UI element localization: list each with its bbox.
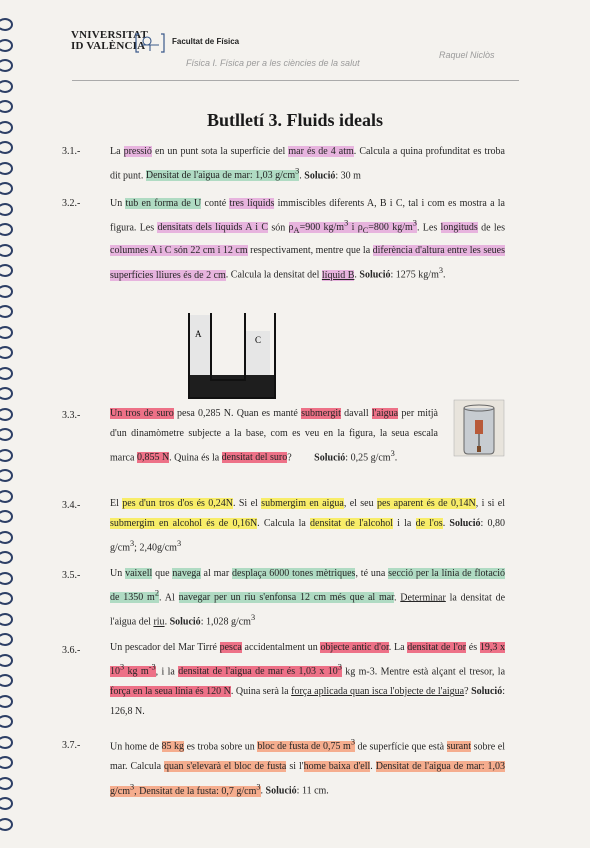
problem-text: Un home de 85 kg es troba sobre un bloc de fusta de 0,75 $m^3$ de superfície que està surant sobre el mar. Calcula quan s'elevarà el bloc de fusta si l'home baixa d'ell. Densitat de l'aigua de mar: 1,03 $g/cm^3$, Densitat de la fusta: 0,7 $g/cm^3$. Solució: 11 cm. bbox=[110, 738, 506, 797]
binding-ring bbox=[0, 777, 13, 790]
binding-ring bbox=[0, 408, 13, 421]
binding-ring bbox=[0, 182, 13, 195]
binding-ring bbox=[0, 162, 13, 175]
university-name-line2: ID VALÈNCIA bbox=[71, 40, 146, 52]
problem-number: 3.6.- bbox=[62, 645, 81, 656]
logo-mark-icon bbox=[135, 32, 165, 54]
binding-ring bbox=[0, 818, 13, 831]
problem-number: 3.5.- bbox=[62, 570, 81, 581]
faculty-name: Facultat de Física bbox=[172, 37, 240, 46]
binding-ring bbox=[0, 510, 13, 523]
spiral-binding bbox=[0, 18, 14, 838]
binding-ring bbox=[0, 346, 13, 359]
problem-number: 3.2.- bbox=[62, 198, 81, 209]
binding-ring bbox=[0, 695, 13, 708]
label-a: A bbox=[195, 329, 202, 339]
university-logo bbox=[71, 29, 240, 52]
binding-ring bbox=[0, 367, 13, 380]
problem-text: El pes d'un tros d'os és 0,24N. Si el submergim en aigua, el seu pes aparent és de 0,14N, i si el submergim en alcohol és de 0,16N. Calcula la densitat de l'alcohol i la de l'os. Solució: 0,80 $g/cm^3$; $2,40g/cm^3$ bbox=[110, 498, 505, 554]
problem-number: 3.1.- bbox=[62, 146, 81, 157]
binding-ring bbox=[0, 223, 13, 236]
binding-ring bbox=[0, 80, 13, 93]
binding-ring bbox=[0, 674, 13, 687]
binding-ring bbox=[0, 797, 13, 810]
binding-ring bbox=[0, 736, 13, 749]
binding-ring bbox=[0, 39, 13, 52]
author-name: Raquel Niclòs bbox=[439, 50, 495, 60]
binding-ring bbox=[0, 203, 13, 216]
binding-ring bbox=[0, 285, 13, 298]
problem-number: 3.7.- bbox=[62, 740, 81, 751]
binding-ring bbox=[0, 490, 13, 503]
binding-ring bbox=[0, 572, 13, 585]
binding-ring bbox=[0, 449, 13, 462]
university-name-line1: VNIVERSITAT bbox=[71, 29, 148, 41]
binding-ring bbox=[0, 756, 13, 769]
binding-ring bbox=[0, 59, 13, 72]
problem-text: La pressió en un punt sota la superfície del mar és de 4 atm. Calcula a quina profunditat es troba dit punt. Densitat de l'aigua de mar: 1,03 $g/cm^3$. Solució: 30 m bbox=[110, 146, 505, 182]
binding-ring bbox=[0, 244, 13, 257]
binding-ring bbox=[0, 715, 13, 728]
course-title: Física I. Física per a les ciències de la salut bbox=[186, 58, 360, 68]
problem-text: Un vaixell que navega al mar desplaça 6000 tones mètriques, té una secció per la línia de flotació de 1350 $m^2$. Al navegar per un riu s'enfonsa 12 cm més que al mar. Determinar la densitat de l'aigua del riu. Solució: 1,028 $g/cm^3$ bbox=[110, 568, 506, 628]
beaker-photo bbox=[452, 398, 506, 458]
binding-ring bbox=[0, 305, 13, 318]
binding-ring bbox=[0, 326, 13, 339]
label-c: C bbox=[255, 335, 262, 345]
binding-ring bbox=[0, 633, 13, 646]
binding-ring bbox=[0, 551, 13, 564]
binding-ring bbox=[0, 654, 13, 667]
binding-ring bbox=[0, 613, 13, 626]
problem-number: 3.4.- bbox=[62, 500, 81, 511]
binding-ring bbox=[0, 531, 13, 544]
u-tube-figure bbox=[186, 311, 278, 399]
binding-ring bbox=[0, 264, 13, 277]
binding-ring bbox=[0, 592, 13, 605]
problem-text: Un tub en forma de U conté tres líquids immiscibles diferents A, B i C, tal i com es mostra a la figura. Les densitats dels líquids A i C són $\rho_A=900$ $kg/m^3$ i $\rho_C=800$ $kg/m^3$. Les longituds de les columnes A i C són 22 cm i 12 cm respectivament, mentre que la diferència d'altura entre les seues superfícies lliures és de 2 cm. Calcula la densitat del líquid B. Solució: 1275 $kg/m^3$. bbox=[110, 198, 506, 281]
page-title: Butlletí 3. Fluids ideals bbox=[206, 110, 384, 130]
binding-ring bbox=[0, 141, 13, 154]
problem-number: 3.3.- bbox=[62, 410, 81, 421]
binding-ring bbox=[0, 18, 13, 31]
binding-ring bbox=[0, 469, 13, 482]
binding-ring bbox=[0, 428, 13, 441]
problem-text: Un tros de suro pesa 0,285 N. Quan es manté submergit davall l'aigua per mitjà d'un dinamòmetre subjecte a la base, com es veu en la figura, la seua escala marca 0,855 N. Quina és la densitat del suro? Solució: 0,25 $g/cm^3$. bbox=[110, 408, 438, 464]
binding-ring bbox=[0, 387, 13, 400]
header-divider bbox=[72, 80, 519, 81]
problem-text: Un pescador del Mar Tirré pesca accidentalment un objecte antic d'or. La densitat de l'or és 19,3 x $10^3$ kg $m^{-3}$, i la densitat de l'aigua de mar és 1,03 x $10^3$ kg m-3. Mentre està alçant el tresor, la força en la seua línia és 120 N. Quina serà la força aplicada quan isca l'objecte de l'aigua? Solució: 126,8 N. bbox=[110, 642, 506, 718]
